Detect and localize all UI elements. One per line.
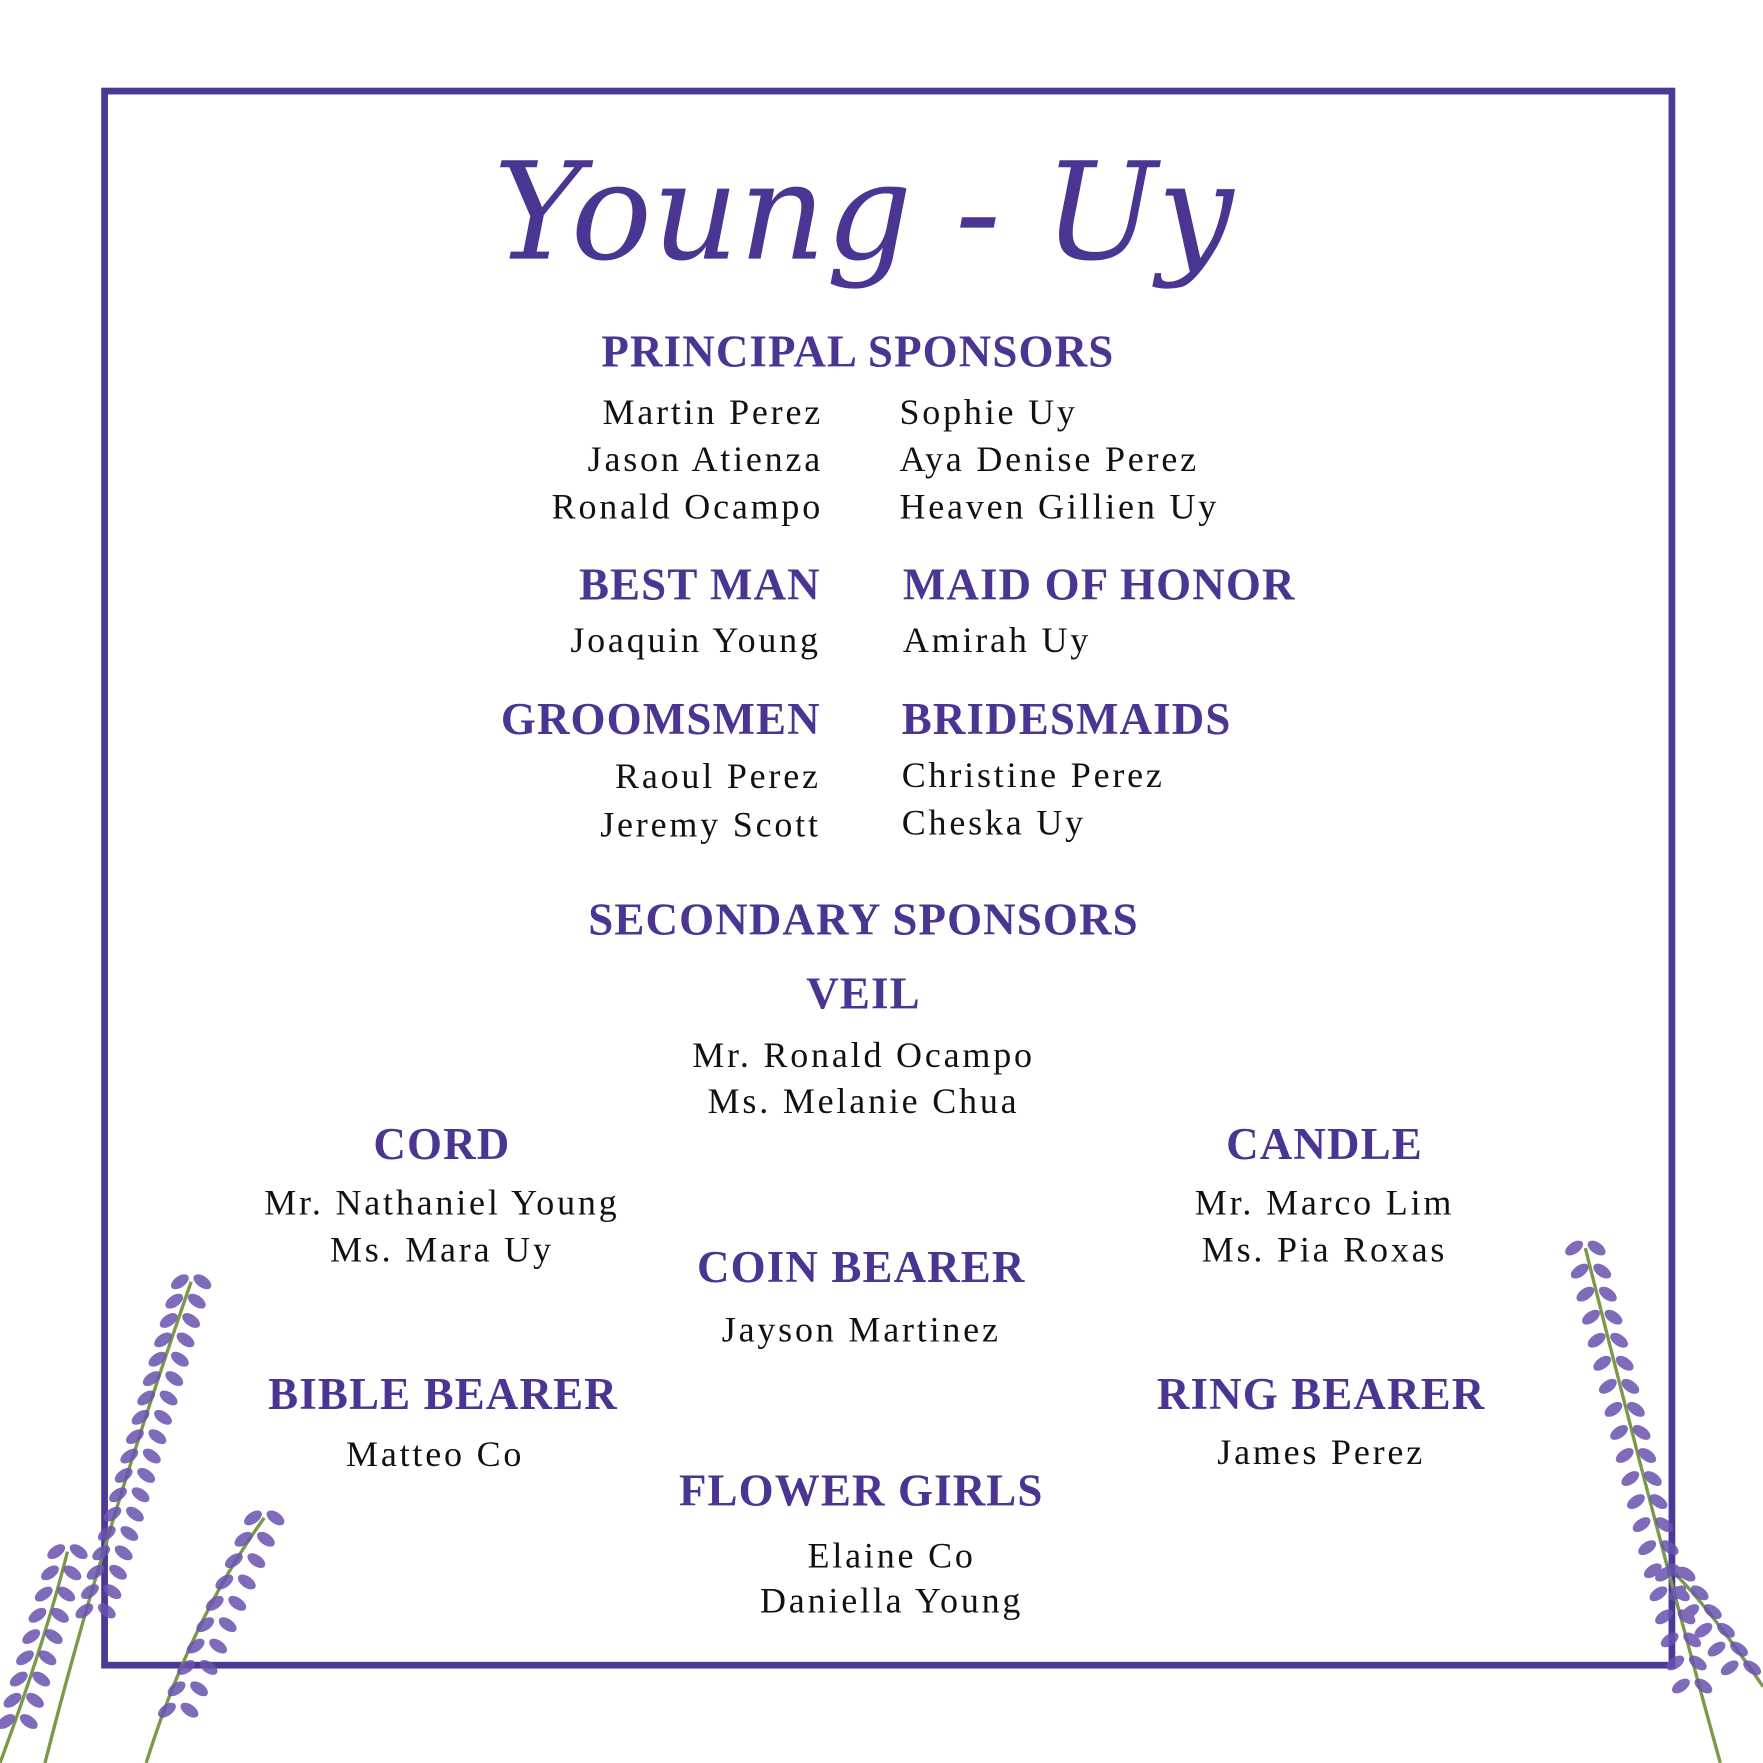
lavender-bud: [1647, 1583, 1670, 1604]
sponsor-name: Jason Atienza: [587, 438, 824, 479]
lavender-bud: [123, 1504, 146, 1525]
sponsor-name: Sophie Uy: [899, 391, 1078, 432]
secondary-sponsors-heading: SECONDARY SPONSORS: [588, 893, 1139, 945]
lavender-bud: [1608, 1422, 1631, 1443]
lavender-bud: [1596, 1376, 1619, 1397]
lavender-bud: [180, 1310, 203, 1331]
groomsmen-heading: GROOMSMEN: [500, 693, 821, 745]
lavender-bud: [112, 1542, 135, 1563]
couple-title: Young - Uy: [493, 134, 1234, 292]
veil-heading: VEIL: [806, 968, 921, 1019]
bridesmaid-name: Cheska Uy: [901, 801, 1086, 843]
flower-girl-name: Daniella Young: [760, 1579, 1024, 1621]
lavender-left-icon: [0, 1259, 292, 1763]
flower-girl-name: Elaine Co: [807, 1534, 976, 1576]
bible-bearer-name: Matteo Co: [346, 1433, 525, 1475]
cord-heading: CORD: [373, 1118, 511, 1170]
lavender-bud: [1630, 1514, 1653, 1535]
lavender-bud: [191, 1271, 214, 1292]
bridesmaids-heading: BRIDESMAIDS: [901, 693, 1232, 745]
coin-bearer-name: Jayson Martinez: [721, 1308, 1001, 1350]
lavender-bud: [216, 1614, 239, 1635]
flower-girls-heading: FLOWER GIRLS: [678, 1465, 1044, 1516]
bible-bearer-heading: BIBLE BEARER: [268, 1368, 618, 1419]
lavender-bud: [118, 1523, 141, 1544]
candle-name: Mr. Marco Lim: [1194, 1181, 1455, 1223]
lavender-bud: [129, 1484, 152, 1505]
lavender-bud: [1579, 1307, 1602, 1328]
lavender-bud: [235, 1572, 258, 1593]
lavender-bud: [254, 1529, 277, 1550]
lavender-bud: [178, 1700, 201, 1721]
lavender-bud: [163, 1368, 186, 1389]
lavender-bud: [20, 1626, 43, 1647]
lavender-bud: [135, 1465, 158, 1486]
lavender-bud: [207, 1636, 230, 1657]
lavender-bud: [67, 1541, 90, 1562]
lavender-bud: [101, 1581, 124, 1602]
ring-bearer-name: James Perez: [1217, 1431, 1425, 1472]
lavender-bud: [157, 1388, 180, 1409]
cord-name: Mr. Nathaniel Young: [264, 1181, 620, 1223]
maid-of-honor-heading: MAID OF HONOR: [902, 558, 1296, 610]
best-man-name: Joaquin Young: [570, 619, 821, 660]
lavender-bud: [38, 1562, 61, 1583]
coin-bearer-heading: COIN BEARER: [697, 1241, 1026, 1292]
lavender-bud: [1619, 1468, 1642, 1489]
lavender-right-icon: [1540, 1237, 1763, 1763]
lavender-bud: [26, 1605, 49, 1626]
lavender-bud: [1692, 1676, 1715, 1697]
lavender-bud: [1602, 1399, 1625, 1420]
lavender-bud: [1718, 1657, 1741, 1678]
lavender-bud: [264, 1507, 287, 1528]
bridesmaid-name: Christine Perez: [901, 754, 1165, 795]
candle-heading: CANDLE: [1226, 1118, 1423, 1170]
maid-of-honor-name: Amirah Uy: [902, 619, 1092, 660]
ring-bearer-heading: RING BEARER: [1156, 1368, 1486, 1419]
sponsor-name: Aya Denise Perez: [899, 438, 1199, 479]
cord-name: Ms. Mara Uy: [329, 1228, 554, 1270]
lavender-bud: [1585, 1330, 1608, 1351]
lavender-bud: [1705, 1639, 1728, 1660]
lavender-bud: [1669, 1676, 1692, 1697]
border-frame: [101, 88, 1675, 1669]
groomsman-name: Jeremy Scott: [600, 803, 821, 845]
lavender-bud: [226, 1593, 249, 1614]
lavender-bud: [174, 1329, 197, 1350]
lavender-bud: [213, 1572, 236, 1593]
lavender-bud: [152, 1407, 175, 1428]
lavender-bud: [32, 1584, 55, 1605]
sponsor-name: Heaven Gillien Uy: [899, 485, 1220, 527]
lavender-bud: [187, 1678, 210, 1699]
best-man-heading: BEST MAN: [578, 558, 821, 610]
lavender-bud: [197, 1657, 220, 1678]
lavender-bud: [1658, 1629, 1681, 1650]
sponsor-name: Ronald Ocampo: [551, 485, 824, 527]
lavender-bud: [245, 1550, 268, 1571]
veil-name: Mr. Ronald Ocampo: [692, 1034, 1035, 1075]
lavender-bud: [17, 1711, 40, 1732]
lavender-bud: [1613, 1445, 1636, 1466]
lavender-bud: [95, 1601, 118, 1622]
lavender-bud: [1653, 1606, 1676, 1627]
lavender-bud: [1563, 1238, 1586, 1259]
lavender-bud: [168, 1349, 191, 1370]
lavender-bud: [107, 1562, 130, 1583]
veil-name: Ms. Melanie Chua: [707, 1080, 1020, 1121]
lavender-bud: [1664, 1653, 1687, 1674]
lavender-bud: [1636, 1537, 1659, 1558]
lavender-bud: [1624, 1491, 1647, 1512]
lavender-bud: [146, 1426, 169, 1447]
lavender-bud: [140, 1446, 163, 1467]
lavender-bud: [23, 1690, 46, 1711]
groomsman-name: Raoul Perez: [615, 755, 821, 797]
candle-name: Ms. Pia Roxas: [1201, 1228, 1448, 1270]
sponsor-name: Martin Perez: [602, 391, 824, 432]
lavender-bud: [1591, 1353, 1614, 1374]
principal-sponsors-heading: PRINCIPAL SPONSORS: [601, 326, 1115, 377]
